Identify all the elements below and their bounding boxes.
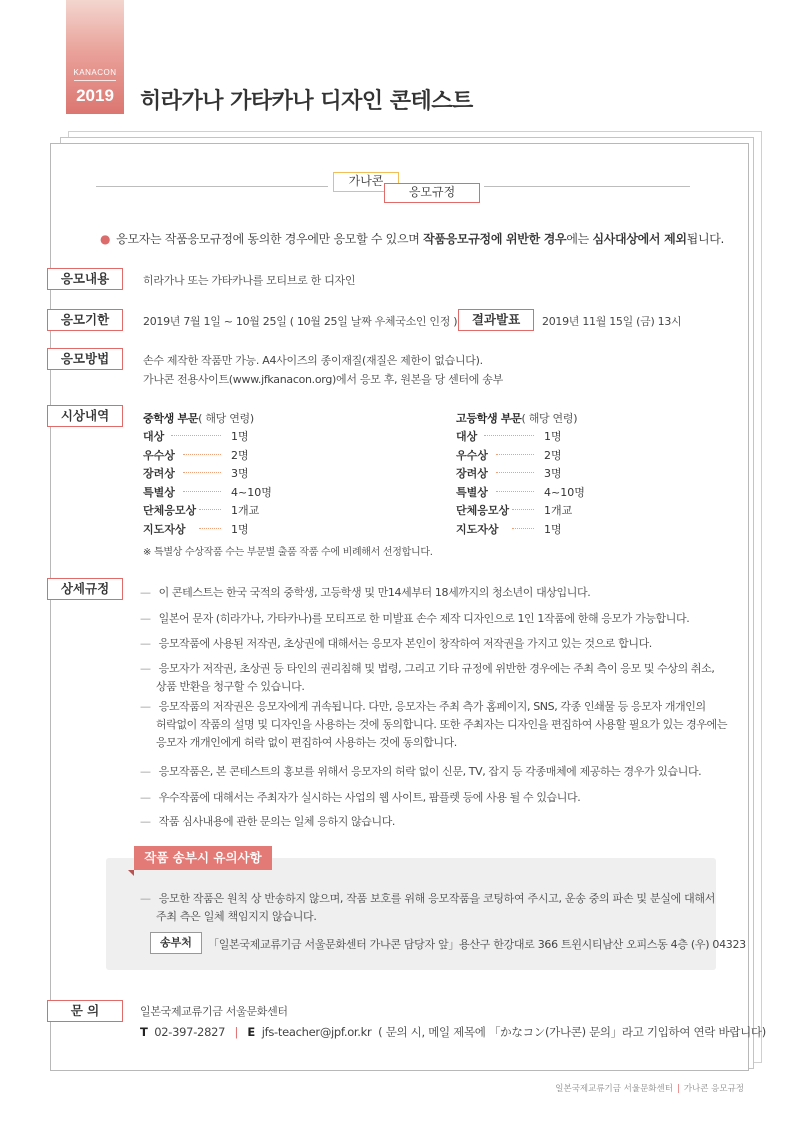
dash-icon: — — [140, 700, 151, 713]
dash-icon: — — [140, 892, 151, 905]
award-count: 3명 — [231, 467, 249, 480]
high-school-title-bold: 고등학생 부문 — [456, 412, 522, 425]
dash-icon: — — [140, 815, 151, 828]
award-count: 1명 — [231, 430, 249, 443]
label-contact: 문 의 — [47, 1000, 123, 1022]
shipping-line-1 — [140, 890, 715, 906]
brand-divider — [74, 80, 116, 81]
detail-rule-text: 허락없이 작품의 설명 및 디자인을 사용하는 것에 동의합니다. 또한 주최자는 디자인을 편집하여 사용할 필요가 있는 경우에는 — [156, 718, 728, 731]
award-count: 1명 — [544, 522, 562, 536]
label-period: 응모기한 — [47, 309, 123, 331]
year-tab — [66, 0, 124, 114]
award-leader-dots — [199, 528, 221, 529]
email-link[interactable]: jfs-teacher@jpf.or.kr — [261, 1025, 372, 1039]
award-count: 1명 — [544, 430, 562, 443]
award-name: 우수상 — [143, 448, 175, 462]
middle-school-title-rest: ( 해당 연령) — [198, 412, 254, 425]
heading-rule-left — [96, 186, 328, 187]
award-count: 4~10명 — [544, 485, 585, 499]
award-leader-dots — [512, 509, 534, 510]
label-result: 결과발표 — [458, 309, 534, 331]
shipping-notice-title: 작품 송부시 유의사항 — [134, 846, 272, 870]
award-name: 장려상 — [456, 467, 488, 480]
detail-rule-text: 응모작품의 저작권은 응모자에게 귀속됩니다. 다만, 응모자는 주최 측가 홈페이지, SNS, 각종 인쇄물 등 응모자 개개인의 — [158, 700, 706, 713]
award-leader-dots — [183, 491, 221, 492]
dash-icon: — — [140, 612, 151, 625]
dash-icon: — — [140, 765, 151, 778]
shipping-line-2: 주최 측은 일체 책임지지 않습니다. — [156, 910, 317, 923]
award-name: 우수상 — [456, 448, 488, 462]
high-school-title — [456, 410, 577, 426]
middle-school-title — [143, 410, 254, 426]
award-name: 지도자상 — [143, 522, 186, 536]
award-count: 4~10명 — [231, 485, 272, 499]
period-text: 2019년 7월 1일 ~ 10월 25일 ( 10월 25일 날짜 우체국소인 인정 ) — [143, 315, 458, 328]
award-leader-dots — [171, 435, 221, 436]
detail-rule-text: 이 콘테스트는 한국 국적의 중학생, 고등학생 및 만14세부터 18세까지의 청소년이 대상입니다. — [158, 586, 591, 599]
footer-org: 일본국제교류기금 서울문화센터 — [555, 1084, 673, 1094]
award-name: 장려상 — [143, 467, 175, 480]
send-to-label: 송부처 — [150, 932, 202, 954]
result-text: 2019년 11월 15일 (금) 13시 — [542, 315, 682, 328]
method-line-2: 가나콘 전용사이트(www.jfkanacon.org)에서 응모 후, 원본을 당 센터에 송부 — [143, 373, 503, 386]
notice-line — [100, 230, 724, 247]
notice-text: 응모자는 작품응모규정에 동의한 경우에만 응모할 수 있으며 — [116, 232, 424, 246]
detail-rule-text: 응모자 개개인에게 허락 없이 편집하여 사용하는 것에 동의합니다. — [156, 736, 457, 749]
award-leader-dots — [512, 528, 534, 529]
award-name: 특별상 — [456, 485, 488, 499]
middle-school-title-bold: 중학생 부문 — [143, 412, 199, 425]
detail-rule-text: 작품 심사내용에 관한 문의는 일체 응하지 않습니다. — [158, 815, 396, 828]
year-label: 2019 — [76, 86, 114, 105]
award-name: 지도자상 — [456, 522, 499, 536]
award-count: 3명 — [544, 467, 562, 480]
footer-doc: 가나콘 응모규정 — [683, 1084, 744, 1094]
award-leader-dots — [183, 472, 221, 473]
detail-rule-line — [156, 678, 304, 694]
award-name: 단체응모상 — [456, 504, 510, 517]
contact-note: ( 문의 시, 메일 제목에 「かなコン(가나콘) 문의」라고 기입하여 연락 바랍니다) — [378, 1025, 766, 1039]
label-method: 응모방법 — [47, 348, 123, 370]
heading-rule-right — [484, 186, 690, 187]
page-title: 히라가나 가타카나 디자인 콘테스트 — [140, 89, 473, 114]
dash-icon: — — [140, 637, 151, 650]
award-name: 특별상 — [143, 485, 175, 499]
detail-rule-text: 응모작품은, 본 콘테스트의 홍보를 위해서 응모자의 허락 없이 신문, TV, 잡지 등 각종매체에 제공하는 경우가 있습니다. — [158, 765, 702, 778]
detail-rule-line — [140, 610, 689, 626]
shipping-line-1-text: 응모한 작품은 원칙 상 반송하지 않으며, 작품 보호를 위해 응모작품을 코팅하여 주시고, 운송 중의 파손 및 분실에 대해서 — [158, 892, 716, 905]
notice-emphasis: 심사대상에서 제외 — [592, 232, 687, 246]
award-count: 1명 — [231, 522, 249, 536]
notice-text: 됩니다. — [686, 232, 725, 246]
label-awards: 시상내역 — [47, 405, 123, 427]
send-to-address: 「일본국제교류기금 서울문화센터 가나콘 담당자 앞」용산구 한강대로 366 트윈시티남산 오피스동 4층 (우) 04323 — [208, 938, 746, 951]
award-count: 1개교 — [231, 504, 260, 517]
detail-rule-text: 일본어 문자 (히라가나, 가타카나)를 모티프로 한 미발표 손수 제작 디자인으로 1인 1작품에 한해 응모가 가능합니다. — [158, 612, 690, 625]
dash-icon: — — [140, 791, 151, 804]
detail-rule-line — [140, 635, 652, 651]
detail-rule-text: 우수작품에 대해서는 주최자가 실시하는 사업의 웹 사이트, 팜플렛 등에 사용 될 수 있습니다. — [158, 791, 581, 804]
detail-rule-text: 응모작품에 사용된 저작권, 초상권에 대해서는 응모자 본인이 창작하여 저작권을 가지고 있는 것으로 합니다. — [158, 637, 652, 650]
page-footer — [555, 1082, 744, 1094]
award-leader-dots — [496, 454, 534, 455]
detail-rule-line — [156, 716, 727, 732]
award-name: 대상 — [456, 430, 478, 443]
tel-value[interactable]: 02-397-2827 — [154, 1025, 226, 1039]
tel-label: T — [140, 1025, 148, 1039]
label-details: 상세규정 — [47, 578, 123, 600]
method-line-1: 손수 제작한 작품만 가능. A4사이즈의 종이재질(재질은 제한이 없습니다). — [143, 354, 483, 367]
notice-emphasis: 작품응모규정에 위반한 경우 — [423, 232, 567, 246]
contact-line — [140, 1024, 766, 1040]
detail-rule-line — [140, 763, 701, 779]
award-name: 단체응모상 — [143, 504, 197, 517]
detail-rule-text: 응모자가 저작권, 초상권 등 타인의 권리침해 및 법령, 그리고 기타 규정에 위반한 경우에는 주최 측이 응모 및 수상의 취소, — [158, 662, 715, 675]
detail-rule-line — [140, 813, 395, 829]
detail-rule-line — [140, 789, 580, 805]
award-leader-dots — [199, 509, 221, 510]
email-label: E — [247, 1025, 255, 1039]
award-count: 2명 — [231, 448, 249, 462]
award-leader-dots — [484, 435, 534, 436]
detail-rule-line — [140, 660, 714, 676]
dash-icon: — — [140, 586, 151, 599]
brand-label: KANACON — [73, 68, 117, 77]
detail-rule-line — [140, 584, 590, 600]
awards-note: ※ 특별상 수상작품 수는 부문별 출품 작품 수에 비례해서 선정합니다. — [143, 547, 433, 558]
award-leader-dots — [183, 454, 221, 455]
dash-icon: — — [140, 662, 151, 675]
detail-rule-line — [156, 734, 457, 750]
award-count: 1개교 — [544, 504, 573, 517]
detail-rule-line — [140, 698, 706, 714]
award-count: 2명 — [544, 448, 562, 462]
contact-separator: | — [234, 1025, 239, 1039]
heading-tab-kanacon: 가나콘 — [333, 172, 399, 192]
notice-text: 에는 — [566, 232, 593, 246]
high-school-title-rest: ( 해당 연령) — [521, 412, 578, 425]
heading-tab-rules: 응모규정 — [384, 183, 480, 203]
content-text: 히라가나 또는 가타카나를 모티브로 한 디자인 — [143, 274, 356, 287]
detail-rule-text: 상품 반환을 청구할 수 있습니다. — [156, 680, 305, 693]
contact-org: 일본국제교류기금 서울문화센터 — [140, 1005, 288, 1018]
bullet-icon: ● — [100, 232, 111, 246]
award-leader-dots — [496, 472, 534, 473]
label-content: 응모내용 — [47, 268, 123, 290]
footer-separator: | — [676, 1084, 680, 1094]
award-leader-dots — [496, 491, 534, 492]
award-name: 대상 — [143, 430, 165, 443]
